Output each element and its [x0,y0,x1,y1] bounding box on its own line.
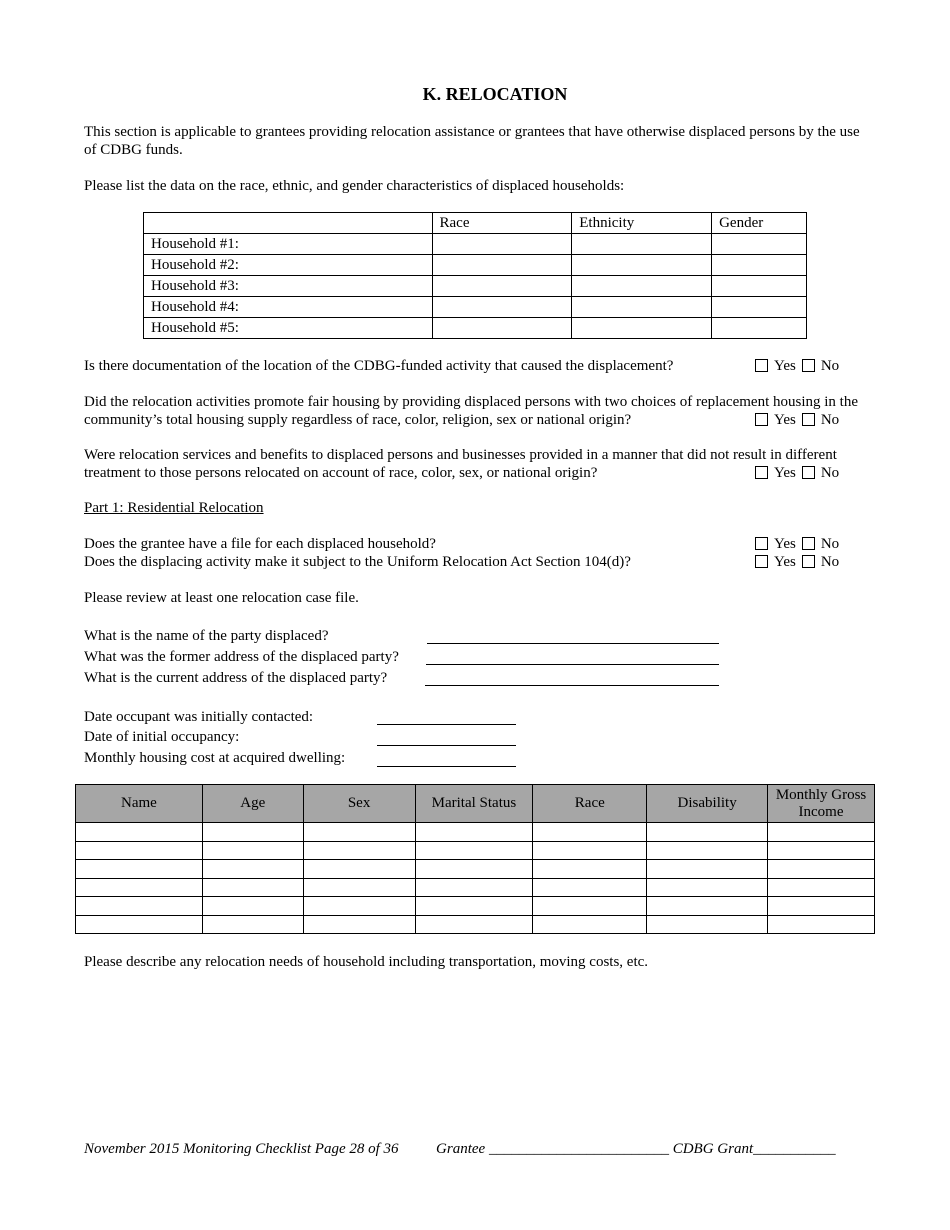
footer-grantee: Grantee ________________________ [436,1141,669,1157]
table-row [144,255,807,276]
review-prompt: Please review at least one relocation case file. [84,590,359,606]
table-row [144,234,807,255]
page-footer [84,1141,836,1158]
yes-no-fair-housing [755,411,845,429]
occupant-cell[interactable] [303,823,415,842]
occupant-cell[interactable] [533,860,647,879]
occupant-cell[interactable] [533,841,647,860]
yes-label: Yes [774,358,796,374]
occupant-cell[interactable] [768,823,875,842]
occupant-cell[interactable] [415,841,533,860]
footer-grant: CDBG Grant___________ [672,1141,836,1157]
no-checkbox[interactable] [802,537,815,550]
occupant-cell[interactable] [647,823,768,842]
ethnicity-cell[interactable] [572,297,712,318]
gender-cell[interactable] [712,276,807,297]
yes-label: Yes [774,554,796,570]
yes-checkbox[interactable] [755,466,768,479]
table-row [144,318,807,339]
party-name-label: What is the name of the party displaced? [84,628,329,644]
occupant-cell[interactable] [415,860,533,879]
no-checkbox[interactable] [802,555,815,568]
list-prompt: Please list the data on the race, ethnic, and gender characteristics of displaced households: [84,178,625,194]
table-row [76,841,875,860]
yes-checkbox[interactable] [755,359,768,372]
occupant-cell[interactable] [303,878,415,897]
occupant-cell[interactable] [303,915,415,934]
occupant-cell[interactable] [202,841,303,860]
gender-cell[interactable] [712,234,807,255]
occupant-cell[interactable] [647,860,768,879]
occupant-cell[interactable] [76,915,203,934]
occupant-cell[interactable] [647,897,768,916]
occupant-cell[interactable] [202,897,303,916]
yes-label: Yes [774,412,796,428]
ethnicity-cell[interactable] [572,318,712,339]
part1-heading-text: Part 1: Residential Relocation [84,500,264,516]
occupant-cell[interactable] [768,878,875,897]
current-address-label: What is the current address of the displaced party? [84,670,388,686]
household-header-race: Race [432,213,572,234]
question-documentation: Is there documentation of the location of the CDBG-funded activity that caused the displacement? [84,358,674,374]
header-race: Race [533,785,647,823]
household-label: Household #2: [144,255,433,276]
occupant-cell[interactable] [202,823,303,842]
occupancy-date-field[interactable] [377,745,516,746]
yes-label: Yes [774,465,796,481]
question-ura: Does the displacing activity make it subject to the Uniform Relocation Act Section 104(d)? [84,554,631,570]
occupant-cell[interactable] [415,915,533,934]
header-sex: Sex [303,785,415,823]
housing-cost-field[interactable] [377,766,516,767]
occupant-cell[interactable] [533,915,647,934]
occupant-cell[interactable] [768,897,875,916]
occupant-cell[interactable] [415,823,533,842]
household-label: Household #4: [144,297,433,318]
yes-checkbox[interactable] [755,555,768,568]
race-cell[interactable] [432,297,572,318]
ethnicity-cell[interactable] [572,234,712,255]
occupant-cell[interactable] [647,878,768,897]
occupant-cell[interactable] [768,915,875,934]
party-name-field[interactable] [427,643,719,644]
yes-no-file [755,535,845,553]
occupant-cell[interactable] [202,860,303,879]
occupant-cell[interactable] [533,823,647,842]
question-equal-treatment: Were relocation services and benefits to displaced persons and businesses provided in a manner that did not result in different treatment to those persons relocated on account of race, color, sex, or national origin? [84,447,837,481]
occupant-cell[interactable] [647,915,768,934]
household-label: Household #1: [144,234,433,255]
contact-date-field[interactable] [377,724,516,725]
occupancy-date-label: Date of initial occupancy: [84,729,240,745]
gender-cell[interactable] [712,297,807,318]
no-checkbox[interactable] [802,466,815,479]
gender-cell[interactable] [712,318,807,339]
race-cell[interactable] [432,255,572,276]
yes-no-equal-treatment [755,464,845,482]
household-table-header [144,213,807,234]
table-row [144,276,807,297]
header-disability: Disability [647,785,768,823]
household-table [143,212,807,339]
occupant-cell[interactable] [303,841,415,860]
occupant-table-body [76,823,875,934]
footer-checklist: November 2015 Monitoring Checklist Page 28 of 36 [84,1141,399,1157]
intro-paragraph: This section is applicable to grantees providing relocation assistance or grantees that have otherwise displaced persons by the use of CDBG funds. [84,124,860,158]
occupant-cell[interactable] [303,897,415,916]
table-row [76,823,875,842]
no-checkbox[interactable] [802,359,815,372]
question-fair-housing: Did the relocation activities promote fair housing by providing displaced persons with two choices of replacement housing in the community’s total housing supply regardless of race, color, religion, sex or national origin? [84,394,858,428]
no-checkbox[interactable] [802,413,815,426]
occupant-cell[interactable] [76,878,203,897]
table-row [76,860,875,879]
header-age: Age [202,785,303,823]
question-file: Does the grantee have a file for each displaced household? [84,536,436,552]
race-cell[interactable] [432,234,572,255]
no-label: No [820,358,840,374]
header-name: Name [76,785,203,823]
occupant-cell[interactable] [768,841,875,860]
housing-cost-label: Monthly housing cost at acquired dwelling: [84,750,346,766]
former-address-field[interactable] [426,664,719,665]
no-label: No [820,465,840,481]
occupant-cell[interactable] [76,897,203,916]
former-address-label: What was the former address of the displaced party? [84,649,399,665]
occupant-cell[interactable] [415,878,533,897]
table-row [76,915,875,934]
ethnicity-cell[interactable] [572,276,712,297]
occupant-cell[interactable] [76,841,203,860]
occupant-cell[interactable] [533,878,647,897]
part1-heading [84,499,264,517]
household-label: Household #5: [144,318,433,339]
table-row [76,878,875,897]
occupant-cell[interactable] [533,897,647,916]
header-monthly-gross-income: Monthly Gross Income [768,785,875,823]
header-marital-status: Marital Status [415,785,533,823]
current-address-field[interactable] [425,685,719,686]
page-title: K. RELOCATION [422,84,568,104]
occupant-cell[interactable] [76,823,203,842]
table-row [144,297,807,318]
race-cell[interactable] [432,276,572,297]
occupant-table [75,784,875,934]
race-cell[interactable] [432,318,572,339]
yes-no-documentation [755,357,845,375]
no-label: No [820,536,840,552]
occupant-cell[interactable] [647,841,768,860]
household-header-gender: Gender [712,213,807,234]
yes-checkbox[interactable] [755,413,768,426]
household-header-ethnicity: Ethnicity [572,213,712,234]
occupant-cell[interactable] [202,878,303,897]
occupant-table-header [76,785,875,823]
occupant-cell[interactable] [76,860,203,879]
household-header-blank [144,213,433,234]
no-label: No [820,554,840,570]
contact-date-label: Date occupant was initially contacted: [84,709,314,725]
gender-cell[interactable] [712,255,807,276]
occupant-cell[interactable] [415,897,533,916]
needs-prompt: Please describe any relocation needs of household including transportation, moving costs, etc. [84,954,649,970]
yes-label: Yes [774,536,796,552]
yes-checkbox[interactable] [755,537,768,550]
occupant-cell[interactable] [768,860,875,879]
yes-no-ura [755,553,845,571]
ethnicity-cell[interactable] [572,255,712,276]
household-label: Household #3: [144,276,433,297]
occupant-cell[interactable] [202,915,303,934]
table-row [76,897,875,916]
occupant-cell[interactable] [303,860,415,879]
no-label: No [820,412,840,428]
